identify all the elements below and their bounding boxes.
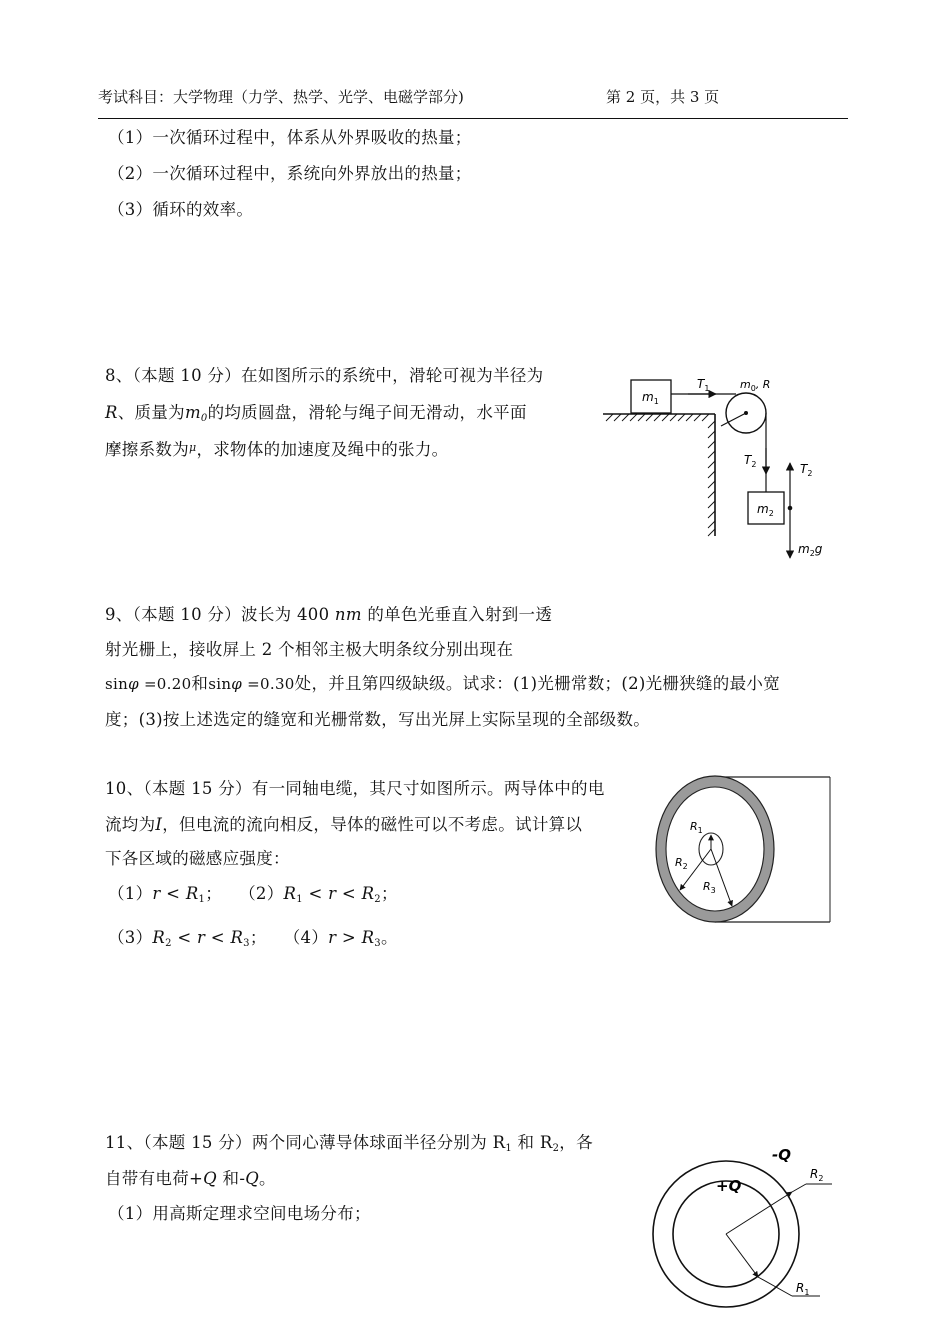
sphere-label-R2: $R_2$ [810,1167,824,1183]
q8-line-2 [105,399,527,424]
label-m1: $m_1$ [642,390,659,406]
q8-symbol-m0: $m_0$ [184,403,208,424]
q7-item-3: （3）循环的效率。 [108,200,254,219]
q8-line-1: 8、（本题 10 分）在如图所示的系统中，滑轮可视为半径为 [105,366,544,385]
q9-line-4: 度；(3)按上述选定的缝宽和光栅常数，写出光屏上实际呈现的全部级数。 [105,710,651,729]
q9-sin-1: sin [105,675,129,693]
label-T2-left: $T_2$ [744,453,757,469]
label-m2: $m_2$ [757,502,774,518]
q10-c1-label: （1） [108,884,153,903]
q10-line-2a: 流均为 [105,815,156,834]
q10-c3-label: （3） [108,928,153,947]
label-pulley: $m_0$, R [740,378,771,393]
q10-c2-label: （2） [239,884,284,903]
q10-line-2 [105,811,582,835]
q10-line-2b: ，但电流的流向相反，导体的磁性可以不考虑。试计算以 [162,815,583,834]
q9-line-2: 射光栅上，接收屏上 2 个相邻主极大明条纹分别出现在 [105,640,514,659]
concentric-spheres-figure [640,1136,840,1336]
label-T1: $T_1$ [697,377,710,393]
header-rule [98,118,848,119]
q9-phi-2: φ [231,675,243,693]
q10-conditions-row-2: $(3)R_2 < r < R_3$； $(4)r > R_3$。 [108,928,398,949]
q10-line-3: 下各区域的磁感应强度： [105,849,290,868]
label-plus-Q: +Q [716,1177,742,1195]
q10-symbol-I: I [155,815,163,834]
q11-line-2: 自带有电荷+Q 和-Q。 [105,1169,276,1188]
q11-line-1: 11、（本题 15 分）两个同心薄导体球面半径分别为 $R_1$ 和 $R_2$，各 [105,1133,593,1154]
label-T2-right: $T_2$ [800,462,813,478]
exam-subject: 考试科目：大学物理（力学、热学、光学、电磁学部分) [98,88,464,106]
coax-label-R3: $R_3$ [703,880,716,895]
q9-value-1: =0.20 [138,675,192,693]
q7-item-2: （2）一次循环过程中，系统向外界放出的热量； [108,164,472,183]
q9-sin-2: sin [208,675,232,693]
q10-c1-r: r [152,884,161,903]
coax-label-R2: $R_2$ [675,856,688,871]
q8-line-2b: 的均质圆盘，滑轮与绳子间无滑动，水平面 [207,403,527,422]
q9-and: 和 [191,674,209,693]
q8-line-3a: 摩擦系数为 [105,440,189,459]
q9-value-2: =0.30 [242,675,295,693]
q8-line-2a: 、质量为 [117,403,185,422]
q9-line-1a: 9、（本题 10 分）波长为 400 [105,605,335,624]
coaxial-cable-figure [650,772,840,930]
q8-line-3 [105,436,448,460]
coax-label-R1: $R_1$ [690,820,703,835]
q8-symbol-R: R [105,403,118,422]
label-minus-Q: -Q [772,1146,791,1164]
q9-line-1b: 的单色光垂直入射到一透 [361,605,553,624]
q9-phi-1: φ [128,675,139,693]
q11-line-3: （1）用高斯定理求空间电场分布； [108,1204,371,1223]
q11-line-1a: 11、（本题 15 分）两个同心薄导体球面半径分别为 R [105,1133,506,1152]
q8-line-3b: ，求物体的加速度及绳中的张力。 [196,440,449,459]
q9-line-3-rest: 处，并且第四级缺级。试求：(1)光栅常数；(2)光栅狭缝的最小宽 [294,674,781,693]
q7-item-1: （1）一次循环过程中，体系从外界吸收的热量； [108,128,472,147]
q10-line-1: 10、（本题 15 分）有一同轴电缆，其尺寸如图所示。两导体中的电 [105,779,605,798]
page-number: 第 2 页，共 3 页 [606,88,720,106]
q9-line-3 [105,670,780,694]
label-m2g: $m_2g$ [798,542,823,558]
q9-unit-nm: nm [334,605,362,624]
sphere-label-R1: $R_1$ [796,1281,810,1297]
pulley-figure [598,368,843,568]
q10-c1-R: R [185,884,199,903]
q8-symbol-mu: μ [189,441,197,454]
q10-conditions-row-1: $(1)r < R_1$； $(2)R_1 < r < R_2$； [108,884,398,905]
q10-c4-label: （4） [283,928,329,947]
q11-line-2a: 自带有电荷+ [105,1169,204,1188]
q9-line-1 [105,601,552,625]
